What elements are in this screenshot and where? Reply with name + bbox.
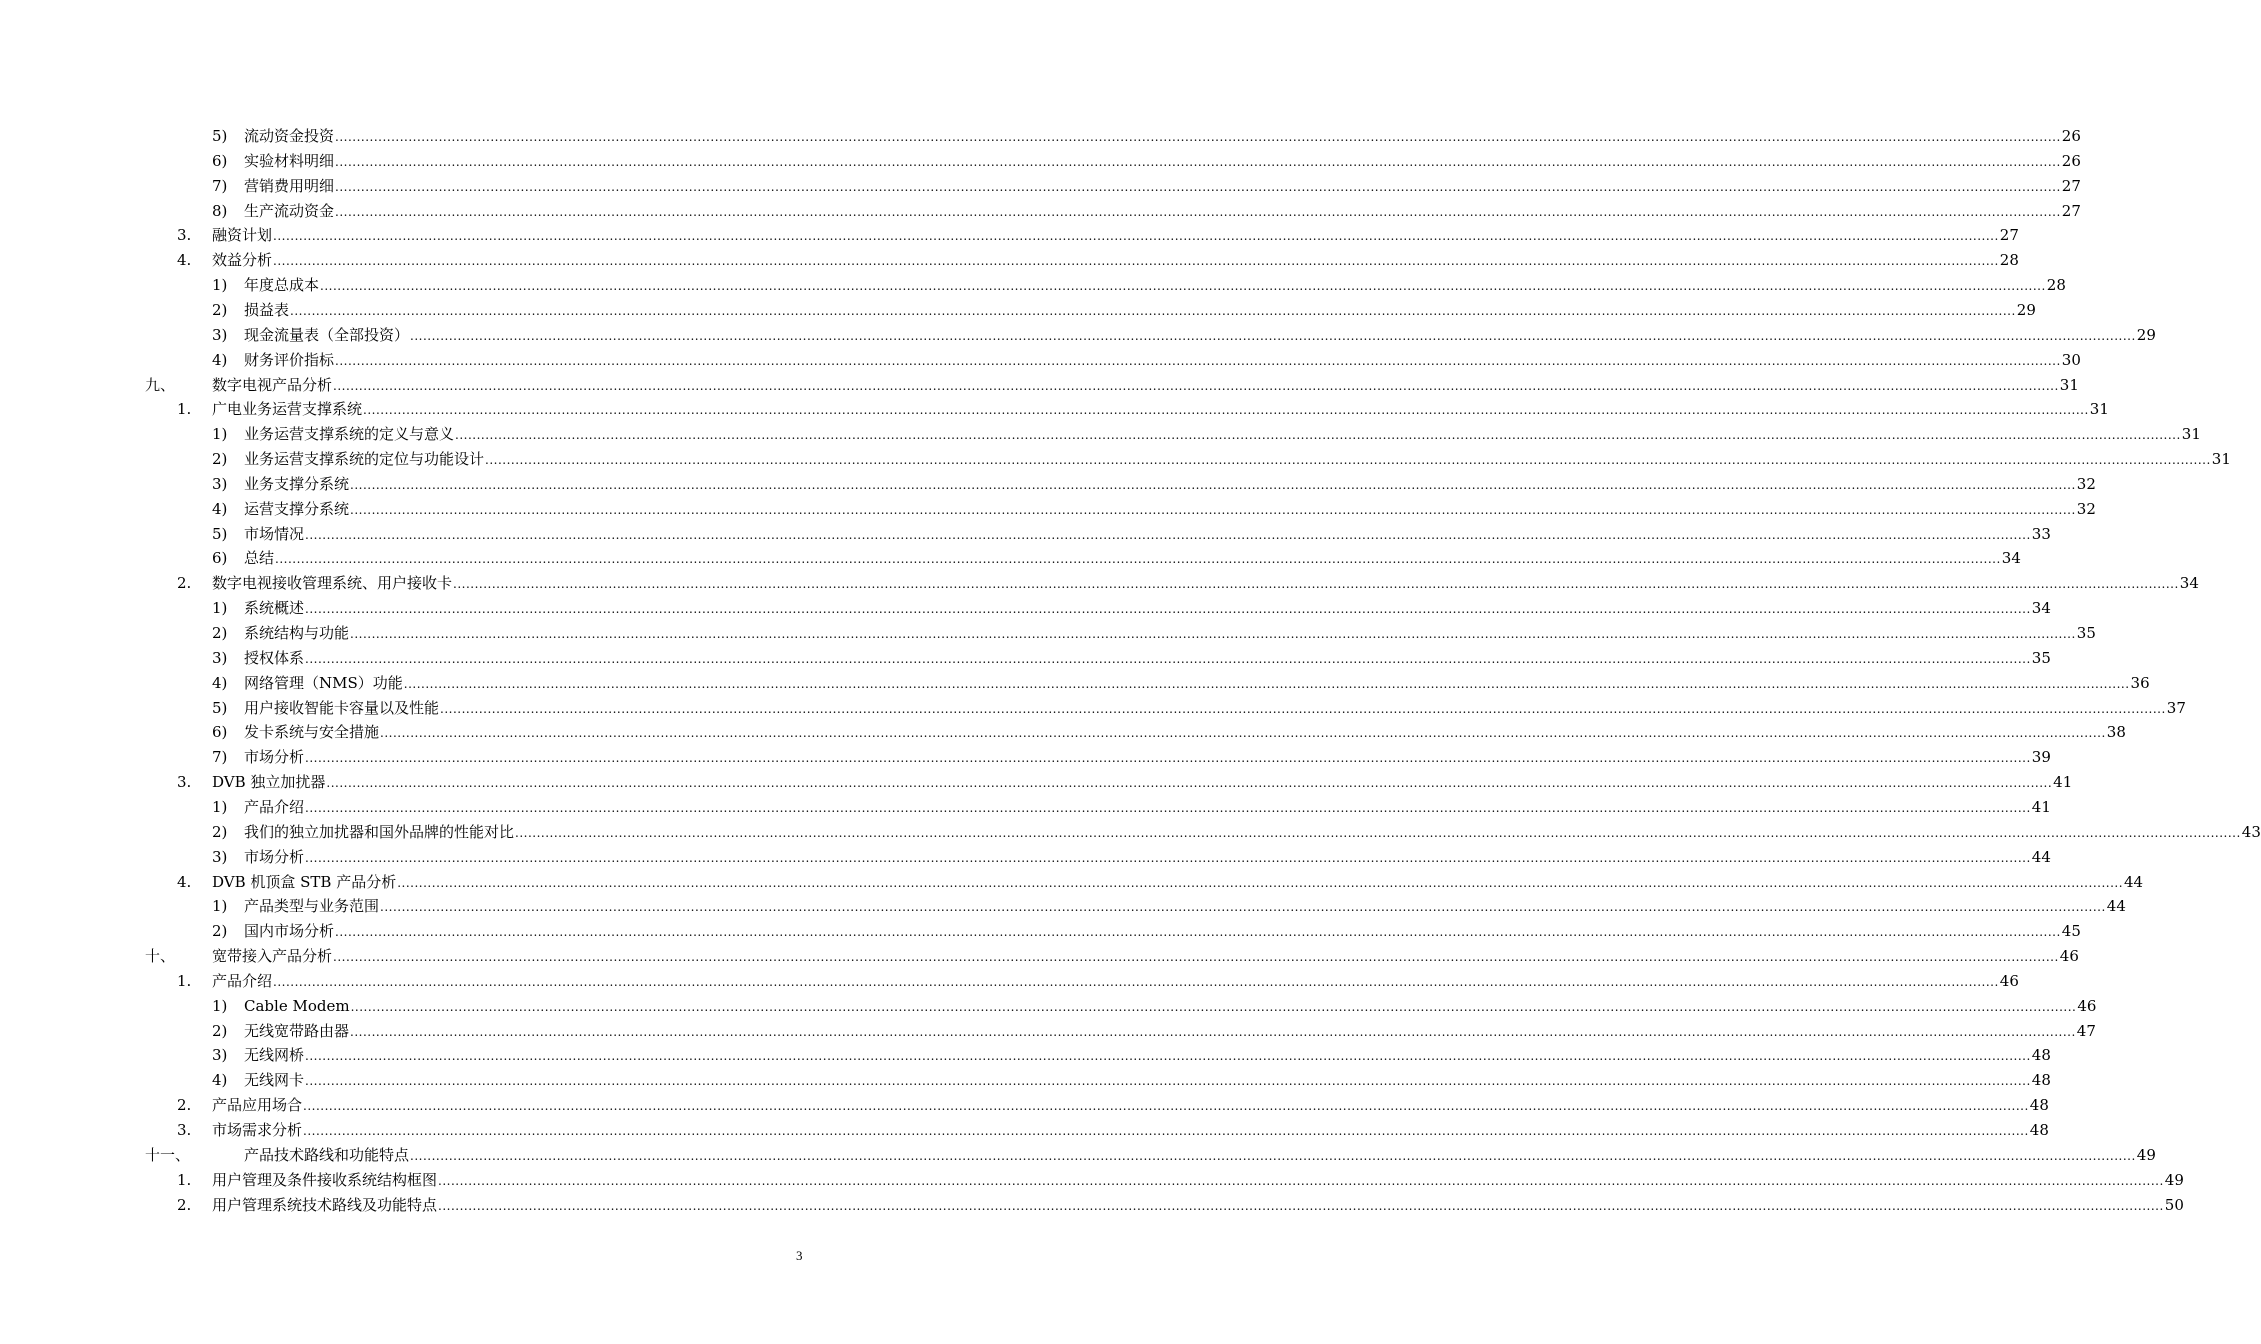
toc-entry-page: 48 [2031,1046,2051,1065]
toc-entry-page: 41 [2031,797,2051,816]
toc-entry[interactable] [0,248,2019,273]
toc-entry[interactable] [0,994,2097,1019]
toc-entry[interactable] [0,894,2126,919]
toc-entry-title: 产品介绍 [244,797,305,816]
toc-entry-body [244,174,2081,200]
dot-leader: ................................................................................................................................................................................................................................................................................................................................................................................................................ [335,353,2061,368]
toc-entry-number: 1) [212,996,228,1015]
dot-leader: ................................................................................................................................................................................................................................................................................................................................................................................................................ [455,428,2181,443]
dot-leader: ................................................................................................................................................................................................................................................................................................................................................................................................................ [273,229,1999,244]
dot-leader: ................................................................................................................................................................................................................................................................................................................................................................................................................ [335,130,2061,144]
toc-entry-body [244,795,2051,821]
toc-entry-number: 7) [212,176,228,195]
dot-leader: ................................................................................................................................................................................................................................................................................................................................................................................................................ [303,1124,2029,1138]
toc-entry-page: 50 [2164,1195,2184,1214]
toc-entry-page: 29 [2136,325,2156,344]
toc-entry-number: 6) [212,151,228,170]
toc-entry-number: 2) [212,624,228,642]
toc-entry-body [244,124,2081,150]
toc-entry-body [244,671,2150,697]
toc-entry[interactable] [0,1168,2184,1193]
toc-entry[interactable] [0,795,2051,820]
toc-entry-number: 1) [212,897,228,916]
toc-entry-title: 融资计划 [212,226,273,245]
toc-entry-title: 我们的独立加扰器和国外品牌的性能对比 [244,822,515,841]
toc-entry[interactable] [0,1118,2049,1143]
toc-entry-title: 产品介绍 [212,971,273,990]
toc-entry[interactable] [0,745,2051,770]
dot-leader: ................................................................................................................................................................................................................................................................................................................................................................................................................ [335,204,2061,219]
toc-entry-body [244,596,2051,622]
toc-entry-title: 损益表 [244,300,290,319]
toc-entry-body [244,919,2081,945]
toc-entry[interactable] [0,646,2051,671]
dot-leader: ................................................................................................................................................................................................................................................................................................................................................................................................................ [335,179,2061,194]
toc-entry-body [244,1043,2051,1069]
toc-entry-page: 48 [2029,1121,2049,1139]
toc-entry-page: 48 [2031,1071,2051,1090]
dot-leader: ................................................................................................................................................................................................................................................................................................................................................................................................................ [275,552,2001,567]
toc-entry[interactable] [0,1143,2156,1168]
toc-entry-title: 数字电视产品分析 [212,375,333,394]
dot-leader: ................................................................................................................................................................................................................................................................................................................................................................................................................ [438,1173,2164,1188]
toc-entry-number: 3. [177,773,192,792]
toc-entry[interactable] [0,422,2201,447]
toc-entry-page: 35 [2031,648,2051,667]
toc-entry-page: 26 [2061,151,2081,170]
toc-entry-title: 市场情况 [244,524,305,543]
toc-entry[interactable] [0,348,2081,373]
toc-entry-page: 34 [2179,574,2199,593]
dot-leader: ................................................................................................................................................................................................................................................................................................................................................................................................................ [333,378,2059,393]
dot-leader: ................................................................................................................................................................................................................................................................................................................................................................................................................ [485,453,2211,468]
toc-entry-title: 用户接收智能卡容量以及性能 [244,698,440,717]
toc-entry[interactable] [0,373,2079,398]
toc-entry-number: 1) [212,797,228,816]
toc-entry-body [212,248,2019,274]
toc-entry-number: 十、 [145,947,176,966]
toc-entry-body [244,696,2186,722]
toc-entry-body [244,894,2126,920]
toc-entry-number: 2) [212,1021,228,1040]
toc-entry[interactable] [0,1068,2051,1093]
toc-entry-number: 4) [212,499,228,518]
toc-entry-page: 49 [2136,1145,2156,1164]
toc-entry-title: 授权体系 [244,648,305,667]
toc-entry-page: 27 [2061,201,2081,220]
toc-entry[interactable] [0,720,2126,745]
toc-entry-body [212,373,2079,399]
toc-entry-number: 2) [212,822,228,841]
toc-entry-body [244,1068,2051,1094]
toc-entry-number: 2) [212,922,228,941]
toc-entry-title: 运营支撑分系统 [244,499,350,518]
toc-entry-page: 35 [2076,624,2096,642]
toc-entry-page: 31 [2181,425,2201,444]
dot-leader: ................................................................................................................................................................................................................................................................................................................................................................................................................ [335,154,2061,169]
toc-entry-page: 28 [2046,276,2066,295]
toc-entry-page: 27 [2061,176,2081,195]
toc-entry[interactable] [0,397,2109,422]
dot-leader: ................................................................................................................................................................................................................................................................................................................................................................................................................ [305,602,2031,617]
toc-entry-title: DVB 机顶盒 STB 产品分析 [212,872,397,891]
dot-leader: ................................................................................................................................................................................................................................................................................................................................................................................................................ [380,726,2106,741]
dot-leader: ................................................................................................................................................................................................................................................................................................................................................................................................................ [333,950,2059,965]
toc-entry[interactable] [0,447,2231,472]
toc-entry-number: 4. [177,251,192,270]
toc-entry-title: 效益分析 [212,251,273,270]
toc-entry-body [244,646,2051,672]
dot-leader: ................................................................................................................................................................................................................................................................................................................................................................................................................ [335,925,2061,940]
toc-entry-page: 38 [2106,723,2126,742]
toc-entry-number: 3. [177,226,192,245]
toc-entry-number: 4) [212,350,228,369]
toc-entry-title: 系统概述 [244,599,305,618]
toc-entry[interactable] [0,298,2036,323]
dot-leader: ................................................................................................................................................................................................................................................................................................................................................................................................................ [397,875,2124,890]
toc-entry[interactable] [0,820,2261,845]
toc-entry-body [244,720,2126,746]
toc-entry-title: 产品类型与业务范围 [244,897,380,916]
toc-entry-body [212,223,2019,249]
toc-entry[interactable] [0,671,2150,696]
toc-entry-number: 8) [212,201,228,220]
toc-entry-body [244,447,2231,473]
toc-entry-title: 无线宽带路由器 [244,1021,350,1040]
toc-entry-body [244,199,2081,225]
toc-entry-page: 31 [2211,450,2231,469]
dot-leader: ................................................................................................................................................................................................................................................................................................................................................................................................................ [305,800,2031,815]
toc-entry-title: 实验材料明细 [244,151,335,170]
toc-entry-body [244,323,2156,349]
toc-entry-title: 财务评价指标 [244,350,335,369]
toc-entry-page: 46 [1999,971,2019,990]
toc-entry-title: 无线网桥 [244,1046,305,1065]
toc-entry-number: 2. [177,1096,192,1115]
dot-leader: ................................................................................................................................................................................................................................................................................................................................................................................................................ [305,1049,2031,1064]
toc-entry-number: 3) [212,325,228,344]
toc-entry-body [244,422,2201,448]
toc-entry-title: 用户管理及条件接收系统结构框图 [212,1170,438,1189]
dot-leader: ................................................................................................................................................................................................................................................................................................................................................................................................................ [350,627,2076,641]
toc-entry-number: 2. [177,574,192,593]
toc-entry[interactable] [0,1043,2051,1068]
toc-entry[interactable] [0,1093,2049,1118]
toc-entry-page: 29 [2016,300,2036,319]
toc-entry-page: 26 [2061,127,2081,145]
toc-entry-title: 业务支撑分系统 [244,474,350,493]
toc-entry[interactable] [0,969,2019,994]
toc-entry-number: 2) [212,450,228,469]
toc-entry-title: 无线网卡 [244,1071,305,1090]
toc-entry[interactable] [0,124,2081,149]
toc-entry-body [244,820,2261,846]
dot-leader: ................................................................................................................................................................................................................................................................................................................................................................................................................ [273,254,1999,269]
toc-entry-page: 34 [2001,549,2021,568]
dot-leader: ................................................................................................................................................................................................................................................................................................................................................................................................................ [440,701,2166,716]
toc-entry-page: 49 [2164,1170,2184,1189]
toc-entry-title: 年度总成本 [244,276,320,295]
toc-entry-page: 41 [2053,773,2073,792]
dot-leader: ................................................................................................................................................................................................................................................................................................................................................................................................................ [290,303,2016,318]
toc-entry[interactable] [0,770,2073,795]
toc-entry-page: 44 [2106,897,2126,916]
dot-leader: ................................................................................................................................................................................................................................................................................................................................................................................................................ [410,1148,2136,1163]
toc-entry-body [244,994,2097,1020]
toc-entry-body [244,745,2051,771]
toc-entry[interactable] [0,944,2079,969]
toc-entry-number: 3) [212,1046,228,1065]
toc-entry-number: 1. [177,1170,192,1189]
toc-entry-page: 48 [2029,1096,2049,1115]
toc-entry-title: 业务运营支撑系统的定义与意义 [244,425,455,444]
toc-entry-number: 3. [177,1121,192,1139]
toc-entry-title: 广电业务运营支撑系统 [212,400,363,419]
toc-entry-number: 1) [212,599,228,618]
dot-leader: ................................................................................................................................................................................................................................................................................................................................................................................................................ [305,527,2031,542]
toc-entry-number: 1. [177,400,192,419]
toc-entry-title: 系统结构与功能 [244,624,350,642]
toc-entry[interactable] [0,845,2051,870]
dot-leader: ................................................................................................................................................................................................................................................................................................................................................................................................................ [326,776,2053,791]
toc-entry-body [212,944,2079,970]
toc-entry[interactable] [0,149,2081,174]
toc-entry-number: 6) [212,549,228,568]
toc-entry-title: 市场需求分析 [212,1121,303,1139]
toc-entry[interactable] [0,223,2019,248]
toc-entry-number: 十一、 [145,1145,191,1164]
toc-entry-title: 发卡系统与安全措施 [244,723,380,742]
toc-entry-number: 2) [212,300,228,319]
toc-entry-page: 36 [2130,673,2150,692]
toc-entry[interactable] [0,472,2096,497]
toc-entry-title: 现金流量表（全部投资） [244,325,410,344]
toc-entry[interactable] [0,1193,2184,1218]
toc-entry-page: 46 [2077,996,2097,1015]
toc-entry-page: 27 [1999,226,2019,245]
dot-leader: ................................................................................................................................................................................................................................................................................................................................................................................................................ [303,1099,2029,1114]
dot-leader: ................................................................................................................................................................................................................................................................................................................................................................................................................ [305,1074,2031,1089]
toc-entry-page: 31 [2089,400,2109,419]
toc-entry[interactable] [0,546,2021,571]
toc-entry-number: 5) [212,524,228,543]
toc-entry-number: 4. [177,872,192,891]
toc-entry-page: 32 [2076,499,2096,518]
toc-entry-number: 1) [212,425,228,444]
toc-entry-number: 7) [212,748,228,767]
toc-entry-title: 市场分析 [244,847,305,866]
toc-entry-number: 3) [212,474,228,493]
toc-entry[interactable] [0,174,2081,199]
toc-entry-title: DVB 独立加扰器 [212,773,326,792]
toc-entry-number: 3) [212,648,228,667]
toc-entry-page: 45 [2061,922,2081,941]
toc-entry-title: 网络管理（NMS）功能 [244,673,403,692]
dot-leader: ................................................................................................................................................................................................................................................................................................................................................................................................................ [273,974,1999,989]
toc-entry[interactable] [0,621,2096,646]
toc-entry[interactable] [0,1019,2096,1044]
toc-entry-title: 用户管理系统技术路线及功能特点 [212,1195,438,1214]
toc-entry-body [244,273,2066,299]
page-number: 3 [796,1248,803,1263]
toc-entry[interactable] [0,273,2066,298]
dot-leader: ................................................................................................................................................................................................................................................................................................................................................................................................................ [305,751,2031,766]
toc-entry-number: 5) [212,698,228,717]
toc-entry[interactable] [0,870,2144,895]
toc-entry-body [244,546,2021,572]
toc-entry-body [244,472,2096,498]
toc-entry-number: 九、 [145,375,176,394]
dot-leader: ................................................................................................................................................................................................................................................................................................................................................................................................................ [350,477,2076,492]
toc-entry-body [212,1118,2049,1144]
toc-entry-page: 33 [2031,524,2051,543]
toc-entry-page: 47 [2076,1021,2096,1040]
toc-entry-title: 营销费用明细 [244,176,335,195]
toc-entry-body [244,845,2051,871]
toc-entry[interactable] [0,522,2051,547]
toc-entry-number: 4) [212,673,228,692]
toc-entry-page: 31 [2059,375,2079,394]
toc-entry-body [244,522,2051,548]
toc-entry-number: 1) [212,276,228,295]
dot-leader: ................................................................................................................................................................................................................................................................................................................................................................................................................ [350,1024,2076,1039]
dot-leader: ................................................................................................................................................................................................................................................................................................................................................................................................................ [305,850,2031,865]
toc-entry-page: 43 [2241,822,2261,841]
toc-entry[interactable] [0,571,2199,596]
toc-entry-title: 宽带接入产品分析 [212,947,333,966]
dot-leader: ................................................................................................................................................................................................................................................................................................................................................................................................................ [515,825,2241,840]
dot-leader: ................................................................................................................................................................................................................................................................................................................................................................................................................ [350,999,2077,1014]
toc-entry-title: 产品应用场合 [212,1096,303,1115]
toc-entry[interactable] [0,919,2081,944]
toc-entry-body [244,1019,2096,1045]
toc-entry-body [244,298,2036,324]
toc-entry[interactable] [0,199,2081,224]
toc-entry-title: 流动资金投资 [244,127,335,145]
toc-entry-number: 2. [177,1195,192,1214]
toc-entry-body [244,348,2081,374]
toc-entry-body [244,149,2081,175]
toc-entry-body [212,397,2109,423]
toc-entry-title: 生产流动资金 [244,201,335,220]
toc-entry-title: 国内市场分析 [244,922,335,941]
toc-entry-body [212,1168,2184,1194]
toc-entry-number: 6) [212,723,228,742]
dot-leader: ................................................................................................................................................................................................................................................................................................................................................................................................................ [403,676,2130,691]
toc-entry-page: 37 [2166,698,2186,717]
toc-entry-page: 46 [2059,947,2079,966]
dot-leader: ................................................................................................................................................................................................................................................................................................................................................................................................................ [438,1198,2164,1213]
toc-entry-number: 5) [212,127,228,145]
toc-entry-body [244,497,2096,523]
toc-entry[interactable] [0,497,2096,522]
toc-entry-page: 44 [2031,847,2051,866]
toc-entry-title: 业务运营支撑系统的定位与功能设计 [244,450,485,469]
toc-entry-body [212,870,2144,896]
toc-entry-title: 市场分析 [244,748,305,767]
toc-entry-page: 30 [2061,350,2081,369]
toc-entry-title: Cable Modem [244,996,350,1015]
toc-entry-title: 总结 [244,549,275,568]
dot-leader: ................................................................................................................................................................................................................................................................................................................................................................................................................ [410,328,2136,343]
toc-entry-body [212,770,2073,796]
toc-entry[interactable] [0,596,2051,621]
toc-entry[interactable] [0,696,2186,721]
dot-leader: ................................................................................................................................................................................................................................................................................................................................................................................................................ [453,577,2179,592]
dot-leader: ................................................................................................................................................................................................................................................................................................................................................................................................................ [305,651,2031,666]
toc-entry-page: 44 [2124,872,2144,891]
toc-entry-number: 4) [212,1071,228,1090]
toc-entry-number: 1. [177,971,192,990]
toc-entry[interactable] [0,323,2156,348]
toc-entry-body [244,1143,2156,1169]
toc-entry-body [212,1193,2184,1219]
dot-leader: ................................................................................................................................................................................................................................................................................................................................................................................................................ [380,900,2106,915]
toc-entry-page: 32 [2076,474,2096,493]
toc-entry-number: 3) [212,847,228,866]
toc-entry-body [244,621,2096,647]
toc-entry-page: 34 [2031,599,2051,618]
dot-leader: ................................................................................................................................................................................................................................................................................................................................................................................................................ [363,403,2089,418]
dot-leader: ................................................................................................................................................................................................................................................................................................................................................................................................................ [320,279,2046,294]
toc-entry-body [212,571,2199,597]
toc-entry-body [212,969,2019,995]
toc-entry-body [212,1093,2049,1119]
toc-entry-page: 28 [1999,251,2019,270]
dot-leader: ................................................................................................................................................................................................................................................................................................................................................................................................................ [350,502,2076,517]
toc-entry-page: 39 [2031,748,2051,767]
toc-entry-title: 产品技术路线和功能特点 [244,1145,410,1164]
toc-entry-title: 数字电视接收管理系统、用户接收卡 [212,574,453,593]
